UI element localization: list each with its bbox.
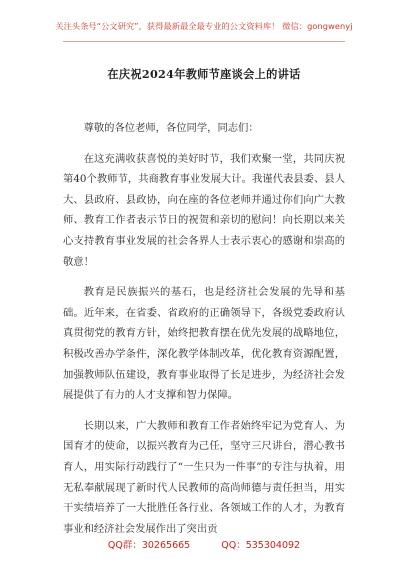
document-title: 在庆祝2024年教师节座谈会上的讲话 (107, 67, 301, 81)
paragraph-1: 在这充满收获喜悦的美好时节，我们欢聚一堂，共同庆祝第40个教师节，共商教育事业发展大计。我谨代表县委、县人大、县政府、县政协，向在座的各位老师并通过你们向广大教师、教育工作者表示节日的祝贺和亲切的慰问！向长期以来关心支持教育事业发展的社会各界人士表示衷心的感谢和崇高的敬意！ (63, 152, 345, 268)
qq-number: QQ：535304092 (221, 540, 301, 551)
footer-contact (0, 537, 408, 551)
paragraph-3: 长期以来，广大教师和教育工作者始终牢记为党育人、为国育才的使命，以振兴教育为己任，坚守三尺讲台，潜心教书育人，用实际行动践行了“一生只为一件事”的专注与执着，用无私奉献展现了新时代人民教师的高尚师德与责任担当，用实干实绩培养了一大批胜任各行业、各领域工作的人才，为教育事业和经济社会发展作出了突出贡 (63, 419, 345, 535)
header-note: 关注头条号“公文研究”，获得最新最全最专业的公文资料库！ 微信：gongwenyj (55, 21, 353, 31)
document-body (63, 118, 345, 539)
greeting-paragraph: 尊敬的各位老师，各位同学，同志们： (83, 122, 259, 134)
paragraph-2: 教育是民族振兴的基石，也是经济社会发展的先导和基础。近年来，在省委、省政府的正确领导下，各级党委政府认真贯彻党的教育方针，始终把教育摆在优先发展的战略地位，积极改善办学条件，深化教学体制改革，优化教育资源配置，加强教师队伍建设，教育事业取得了长足进步，为经济社会发展提供了有力的人才支撑和智力保障。 (63, 286, 345, 402)
header-divider (63, 41, 345, 42)
qq-group-number: QQ群：30265665 (107, 540, 191, 551)
